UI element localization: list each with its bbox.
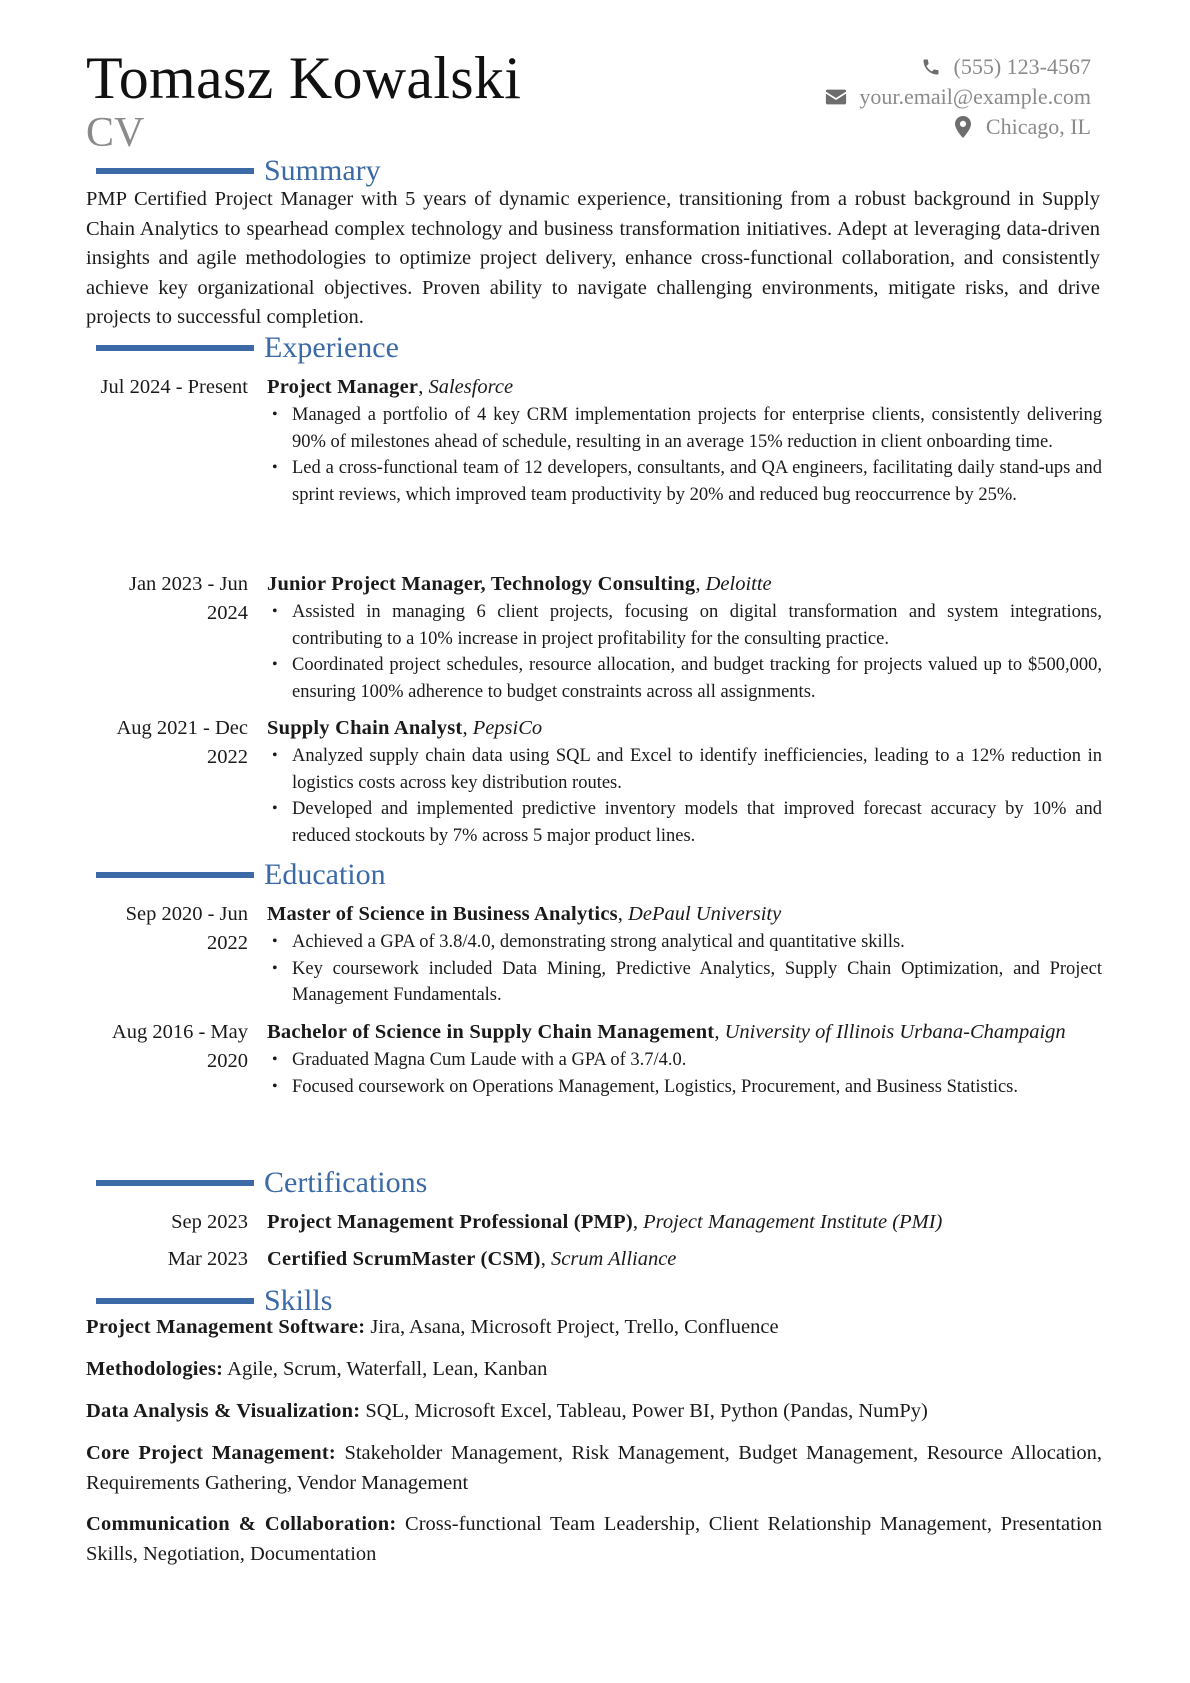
phone-text: (555) 123-4567 [953, 54, 1091, 79]
entry-title: Junior Project Manager, Technology Consulting, Deloitte [267, 573, 772, 595]
skill-value: SQL, Microsoft Excel, Tableau, Power BI, Python (Pandas, NumPy) [365, 1400, 928, 1422]
entry-role: Master of Science in Business Analytics [267, 903, 618, 925]
bullet-list [267, 599, 1102, 705]
envelope-icon [825, 86, 847, 108]
skill-label: Communication & Collaboration: [86, 1513, 397, 1535]
entry-date: Sep 2020 - Jun 2022 [125, 903, 248, 954]
bullet-item: • Coordinated project schedules, resource allocation, and budget tracking for projects valued up to $500,000, ensuring 100% adherence to budget constraints across all assignments. [267, 652, 1102, 705]
section-rule [96, 345, 254, 351]
entry-date: Aug 2021 - Dec 2022 [116, 717, 248, 768]
contact-phone[interactable] [825, 52, 1091, 82]
bullet-item: • Focused coursework on Operations Management, Logistics, Procurement, and Business Statistics. [267, 1074, 1102, 1101]
section-title: Summary [264, 154, 381, 187]
section-education-heading [96, 858, 386, 892]
skill-row [86, 1397, 1102, 1427]
email-text: your.email@example.com [859, 84, 1091, 109]
bullet-list [267, 1047, 1102, 1100]
certification-name: Certified ScrumMaster (CSM) [267, 1248, 541, 1270]
bullet-item: • Key coursework included Data Mining, Predictive Analytics, Supply Chain Optimization, and Project Management Fundamentals. [267, 956, 1102, 1009]
entry-date: Mar 2023 [167, 1248, 248, 1270]
section-rule [96, 1298, 254, 1304]
document-subtitle: CV [86, 110, 145, 156]
skill-value: Agile, Scrum, Waterfall, Lean, Kanban [227, 1358, 548, 1380]
skill-label: Core Project Management: [86, 1442, 336, 1464]
skill-row [86, 1313, 1102, 1343]
bullet-item: • Led a cross-functional team of 12 developers, consultants, and QA engineers, facilitating daily stand-ups and sprint reviews, which improved team productivity by 20% and reduced bug reoccurrence by 25%. [267, 455, 1102, 508]
certification-entry [86, 1244, 1102, 1274]
skill-label: Data Analysis & Visualization: [86, 1400, 361, 1422]
section-certifications-heading [96, 1166, 427, 1200]
entry-date: Jan 2023 - Jun 2024 [128, 573, 248, 624]
entry-title: Project Management Professional (PMP), Project Management Institute (PMI) [267, 1211, 943, 1233]
phone-icon [920, 56, 942, 78]
entry-date: Sep 2023 [171, 1211, 248, 1233]
certification-name: Project Management Professional (PMP) [267, 1211, 633, 1233]
section-rule [96, 168, 254, 174]
summary-text: PMP Certified Project Manager with 5 years of dynamic experience, transitioning from a robust background in Supply Chain Analytics to spearhead complex technology and business transformation initiatives. Adept at leveraging data-driven insights and agile methodologies to optimize project delivery, enhance cross-functional collaboration, and consistently achieve key organizational objectives. Proven ability to navigate challenging environments, mitigate risks, and drive projects to successful completion. [86, 188, 1100, 328]
bullet-list [267, 743, 1102, 849]
skill-row [86, 1355, 1102, 1385]
section-title: Experience [264, 331, 399, 364]
entry-org: Deloitte [705, 573, 772, 595]
location-text: Chicago, IL [985, 114, 1091, 139]
contact-location [825, 112, 1091, 142]
bullet-item: • Developed and implemented predictive inventory models that improved forecast accuracy by 10% and reduced stockouts by 7% across 5 major product lines. [267, 796, 1102, 849]
bullet-item: • Assisted in managing 6 client projects, focusing on digital transformation and system integrations, contributing to a 10% increase in project profitability for the consulting practice. [267, 599, 1102, 652]
entry-org: PepsiCo [472, 717, 543, 739]
section-title: Certifications [264, 1166, 428, 1199]
section-title: Education [264, 858, 386, 891]
entry-title: Project Manager, Salesforce [267, 376, 514, 398]
entry-role: Supply Chain Analyst [267, 717, 463, 739]
bullet-item: • Managed a portfolio of 4 key CRM implementation projects for enterprise clients, consistently delivering 90% of milestones ahead of schedule, resulting in an average 15% reduction in client onboarding time. [267, 402, 1102, 455]
section-title: Skills [264, 1284, 333, 1317]
bullet-list [267, 929, 1102, 1009]
section-rule [96, 1180, 254, 1186]
skill-value: Jira, Asana, Microsoft Project, Trello, Confluence [370, 1316, 779, 1338]
map-pin-icon [952, 116, 974, 138]
skill-row [86, 1510, 1102, 1569]
entry-org: University of Illinois Urbana-Champaign [724, 1021, 1066, 1043]
section-experience-heading [96, 331, 399, 365]
bullet-item: • Achieved a GPA of 3.8/4.0, demonstrating strong analytical and quantitative skills. [267, 929, 1102, 956]
skill-value: Stakeholder Management, Risk Management, Budget Management, Resource Allocation, Requirements Gathering, Vendor Management [86, 1442, 1103, 1494]
skill-label: Methodologies: [86, 1358, 224, 1380]
bullet-item: • Analyzed supply chain data using SQL and Excel to identify inefficiencies, leading to a 12% reduction in logistics costs across key distribution routes. [267, 743, 1102, 796]
bullet-list [267, 402, 1102, 508]
entry-date: Aug 2016 - May 2020 [111, 1021, 248, 1072]
skill-row [86, 1439, 1102, 1498]
entry-org: Salesforce [428, 376, 514, 398]
entry-date: Jul 2024 - Present [100, 376, 248, 398]
entry-title: Supply Chain Analyst, PepsiCo [267, 717, 543, 739]
certification-entry [86, 1207, 1102, 1237]
certification-issuer: Scrum Alliance [550, 1248, 677, 1270]
entry-title: Certified ScrumMaster (CSM), Scrum Alliance [267, 1248, 677, 1270]
contact-email[interactable] [825, 82, 1091, 112]
entry-org: DePaul University [628, 903, 782, 925]
bullet-item: • Graduated Magna Cum Laude with a GPA of 3.7/4.0. [267, 1047, 1102, 1074]
entry-title: Master of Science in Business Analytics, DePaul University [267, 903, 782, 925]
section-summary-heading [96, 154, 381, 188]
entry-role: Bachelor of Science in Supply Chain Management [267, 1021, 715, 1043]
section-rule [96, 872, 254, 878]
person-name: Tomasz Kowalski [86, 45, 522, 111]
skill-label: Project Management Software: [86, 1316, 366, 1338]
entry-role: Project Manager [267, 376, 419, 398]
entry-title: Bachelor of Science in Supply Chain Management, University of Illinois Urbana-Champaign [267, 1021, 1066, 1043]
certification-issuer: Project Management Institute (PMI) [643, 1211, 943, 1233]
contact-block [825, 52, 1091, 142]
entry-role: Junior Project Manager, Technology Consulting [267, 573, 696, 595]
skill-value: Cross-functional Team Leadership, Client Relationship Management, Presentation Skills, Negotiation, Documentation [86, 1513, 1103, 1565]
